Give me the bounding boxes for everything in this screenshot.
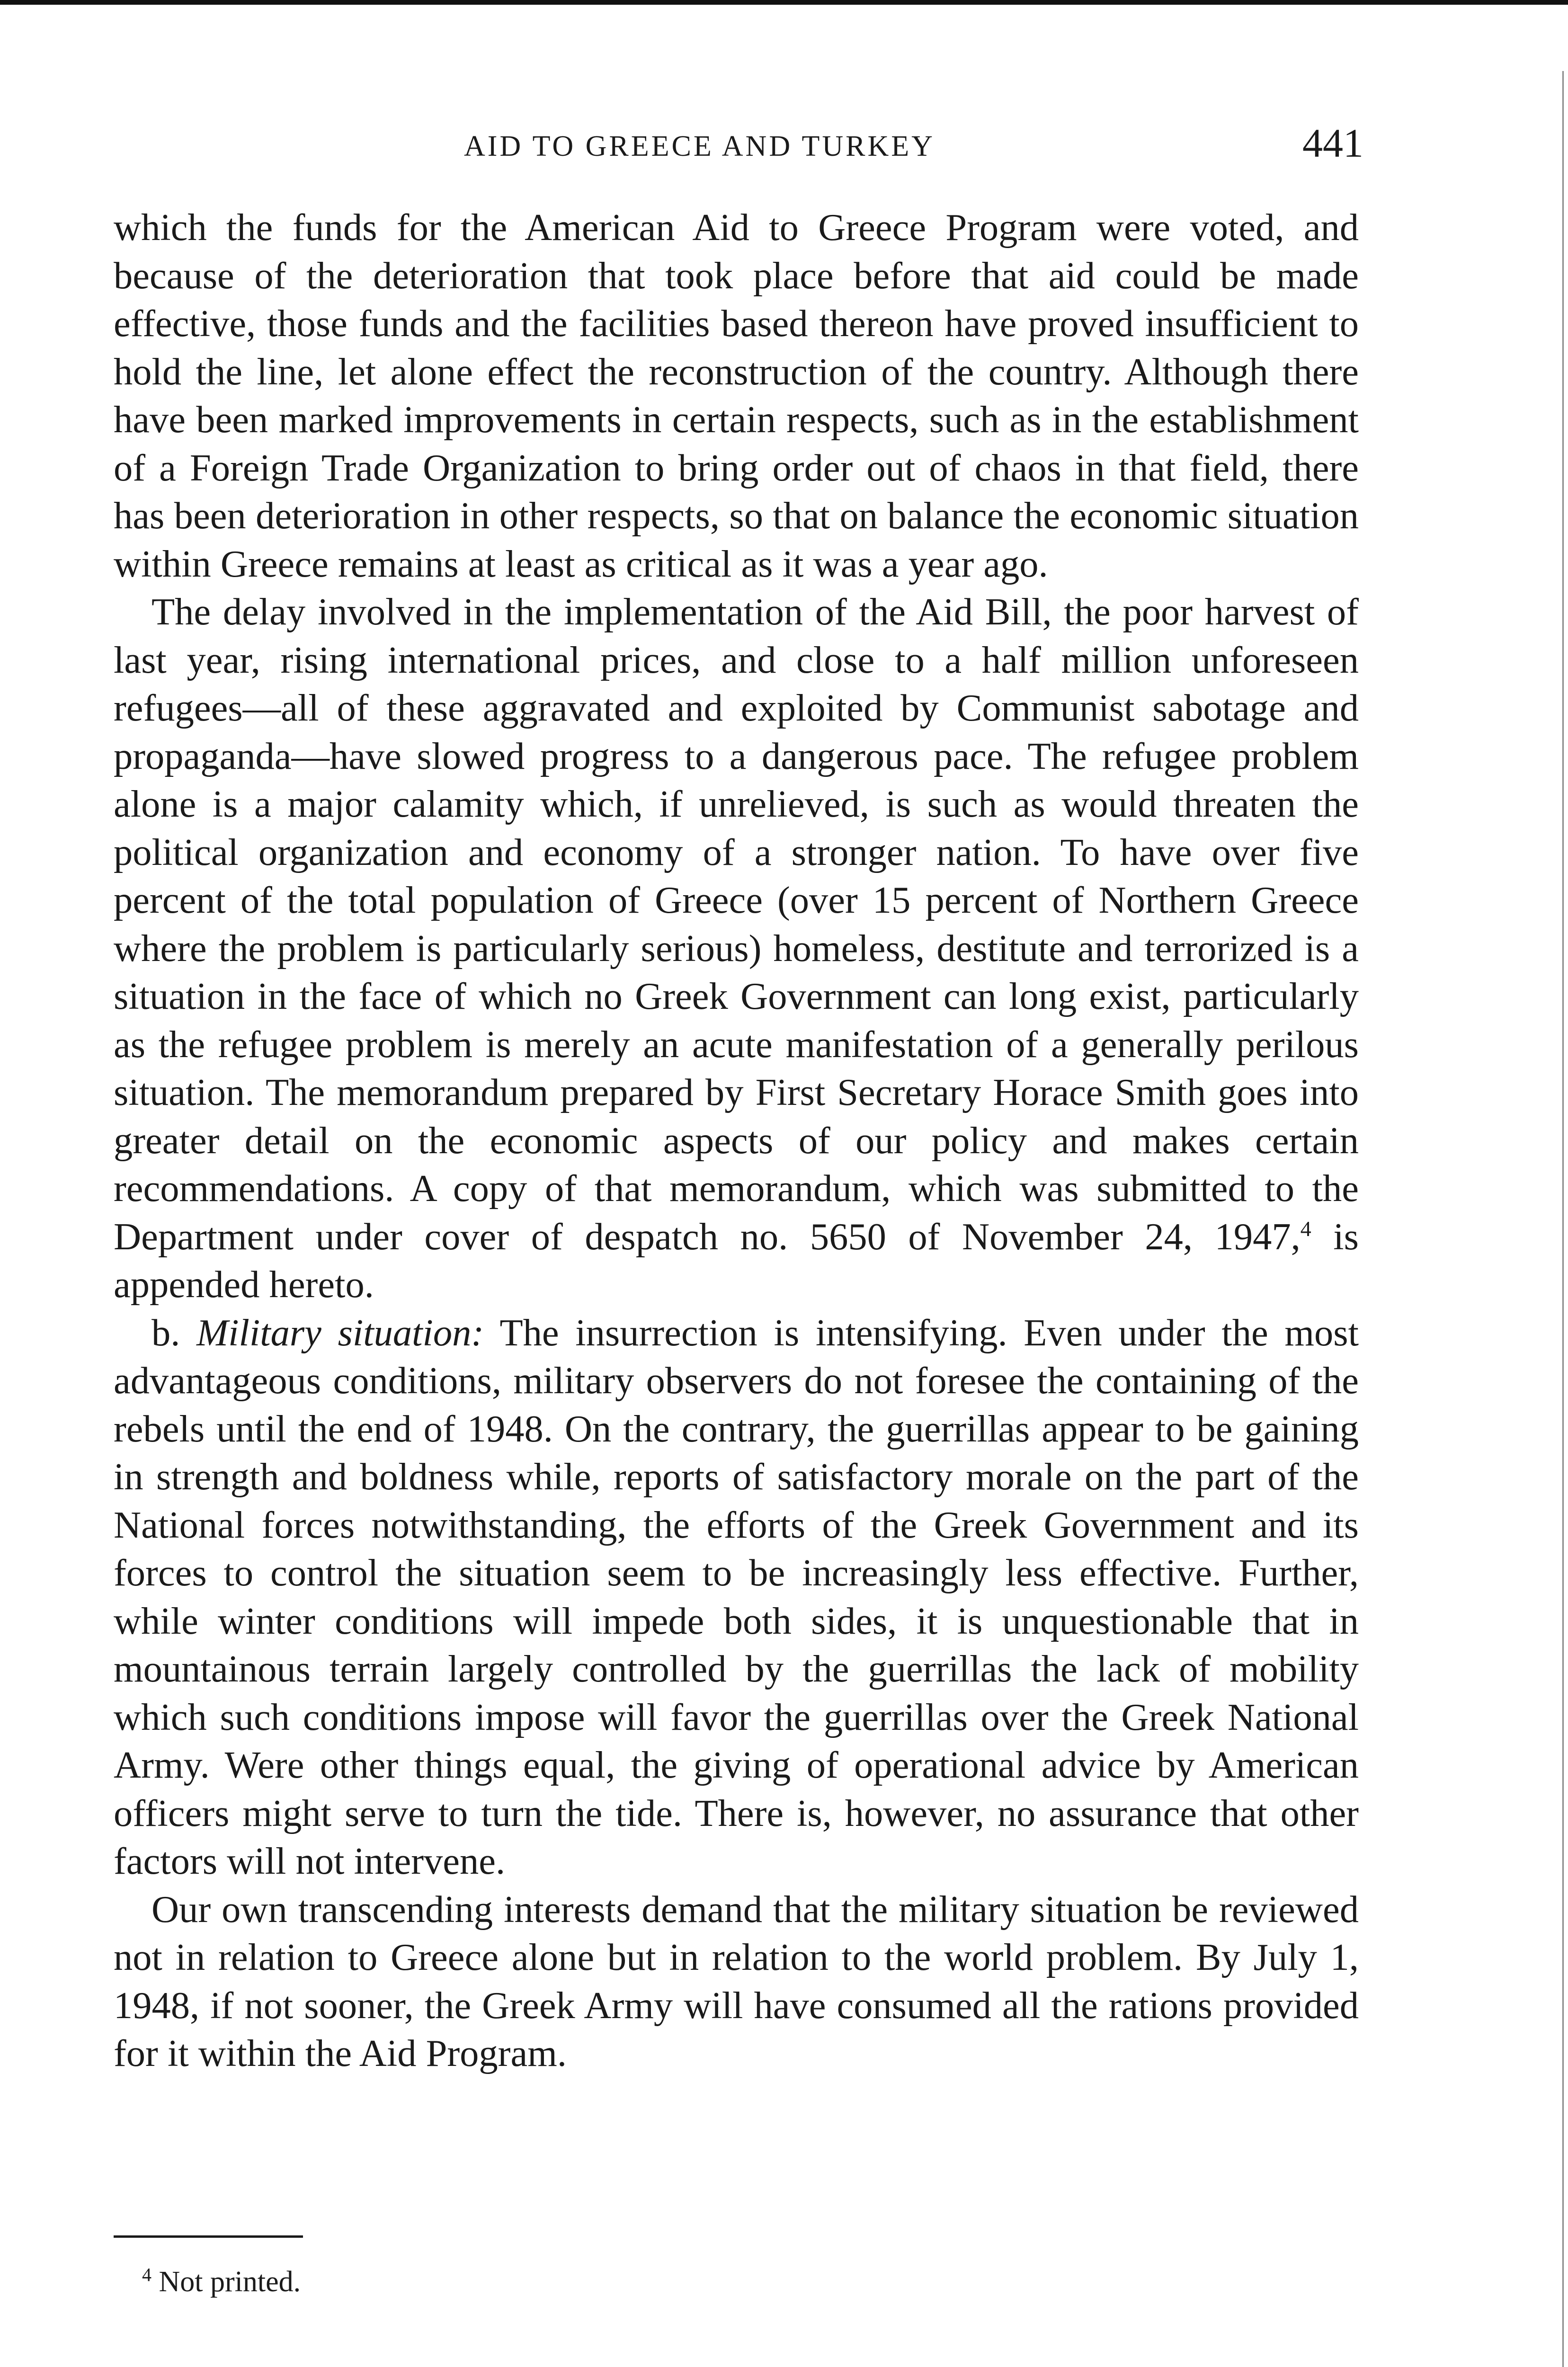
page-number: 441 [1302,120,1363,166]
paragraph-text: The delay involved in the implementation of the Aid Bill, the poor harvest of last year, rising international prices, and close to a half million unforeseen refugees—all of these aggravated and exploited by Communist sabotage and propaganda—have slowed progress to a dangerous pace. The refugee problem alone is a major calamity which, if unrelieved, is such as would threaten the political organization and economy of a stronger nation. To have over five percent of the total population of Greece (over 15 percent of Northern Greece where the problem is particularly serious) homeless, destitute and terrorized is a situation in the face of which no Greek Government can long exist, particularly as the refugee problem is merely an acute manifestation of a generally perilous situation. The memorandum prepared by First Secretary Horace Smith goes into greater detail on the economic aspects of our policy and makes certain recommendations. A copy of that memorandum, which was submitted to the Department under cover of despatch no. 5650 of November 24, 1947, [114,591,1359,1258]
section-label: b. [151,1311,197,1354]
paragraph-military-situation [114,1309,1359,1886]
paragraph-text-tail: is appended hereto. [114,1215,1359,1306]
paragraph-text: Our own transcending interests demand that the military situation be reviewed not in relation to Greece alone but in relation to the world problem. By July 1, 1948, if not sooner, the Greek Army will have consumed all the rations provided for it within the Aid Program. [114,1888,1359,2074]
running-header [114,119,1363,171]
footnote [142,2263,301,2301]
paragraph-transcending-interests [114,1886,1359,2078]
page-top-rule [0,0,1568,5]
footnote-reference: 4 [1300,1216,1311,1241]
footnote-divider [114,2235,303,2238]
paragraph-text: The insurrection is intensifying. Even under the most advantageous conditions, military observers do not foresee the containing of the rebels until the end of 1948. On the contrary, the guerrillas appear to be gaining in strength and boldness while, reports of satisfactory morale on the part of the National forces notwithstanding, the efforts of the Greek Government and its forces to control the situation seem to be increasingly less effective. Further, while winter conditions will impede both sides, it is unquestionable that in mountainous terrain largely controlled by the guerrillas the lack of mobility which such conditions impose will favor the guerrillas over the Greek National Army. Were other things equal, the giving of operational advice by American officers might serve to turn the tide. There is, however, no assurance that other factors will not intervene. [114,1311,1359,1882]
paragraph-text: which the funds for the American Aid to Greece Program were voted, and because of the deterioration that took place before that aid could be made effective, those funds and the facilities based thereon have proved insufficient to hold the line, let alone effect the reconstruction of the country. Although there have been marked improvements in certain respects, such as in the establishment of a Foreign Trade Organization to bring order out of chaos in that field, there has been deterioration in other respects, so that on balance the economic situation within Greece remains at least as critical as it was a year ago. [114,206,1359,585]
page-edge-shadow [1562,71,1564,2367]
section-heading: Military situation: [196,1311,484,1354]
running-header-title: AID TO GREECE AND TURKEY [464,130,935,162]
footnote-marker: 4 [142,2264,151,2286]
body-text [114,204,1359,2078]
paragraph-economic-delay [114,588,1359,1309]
paragraph-continuation [114,204,1359,588]
footnote-text: Not printed. [151,2266,301,2298]
